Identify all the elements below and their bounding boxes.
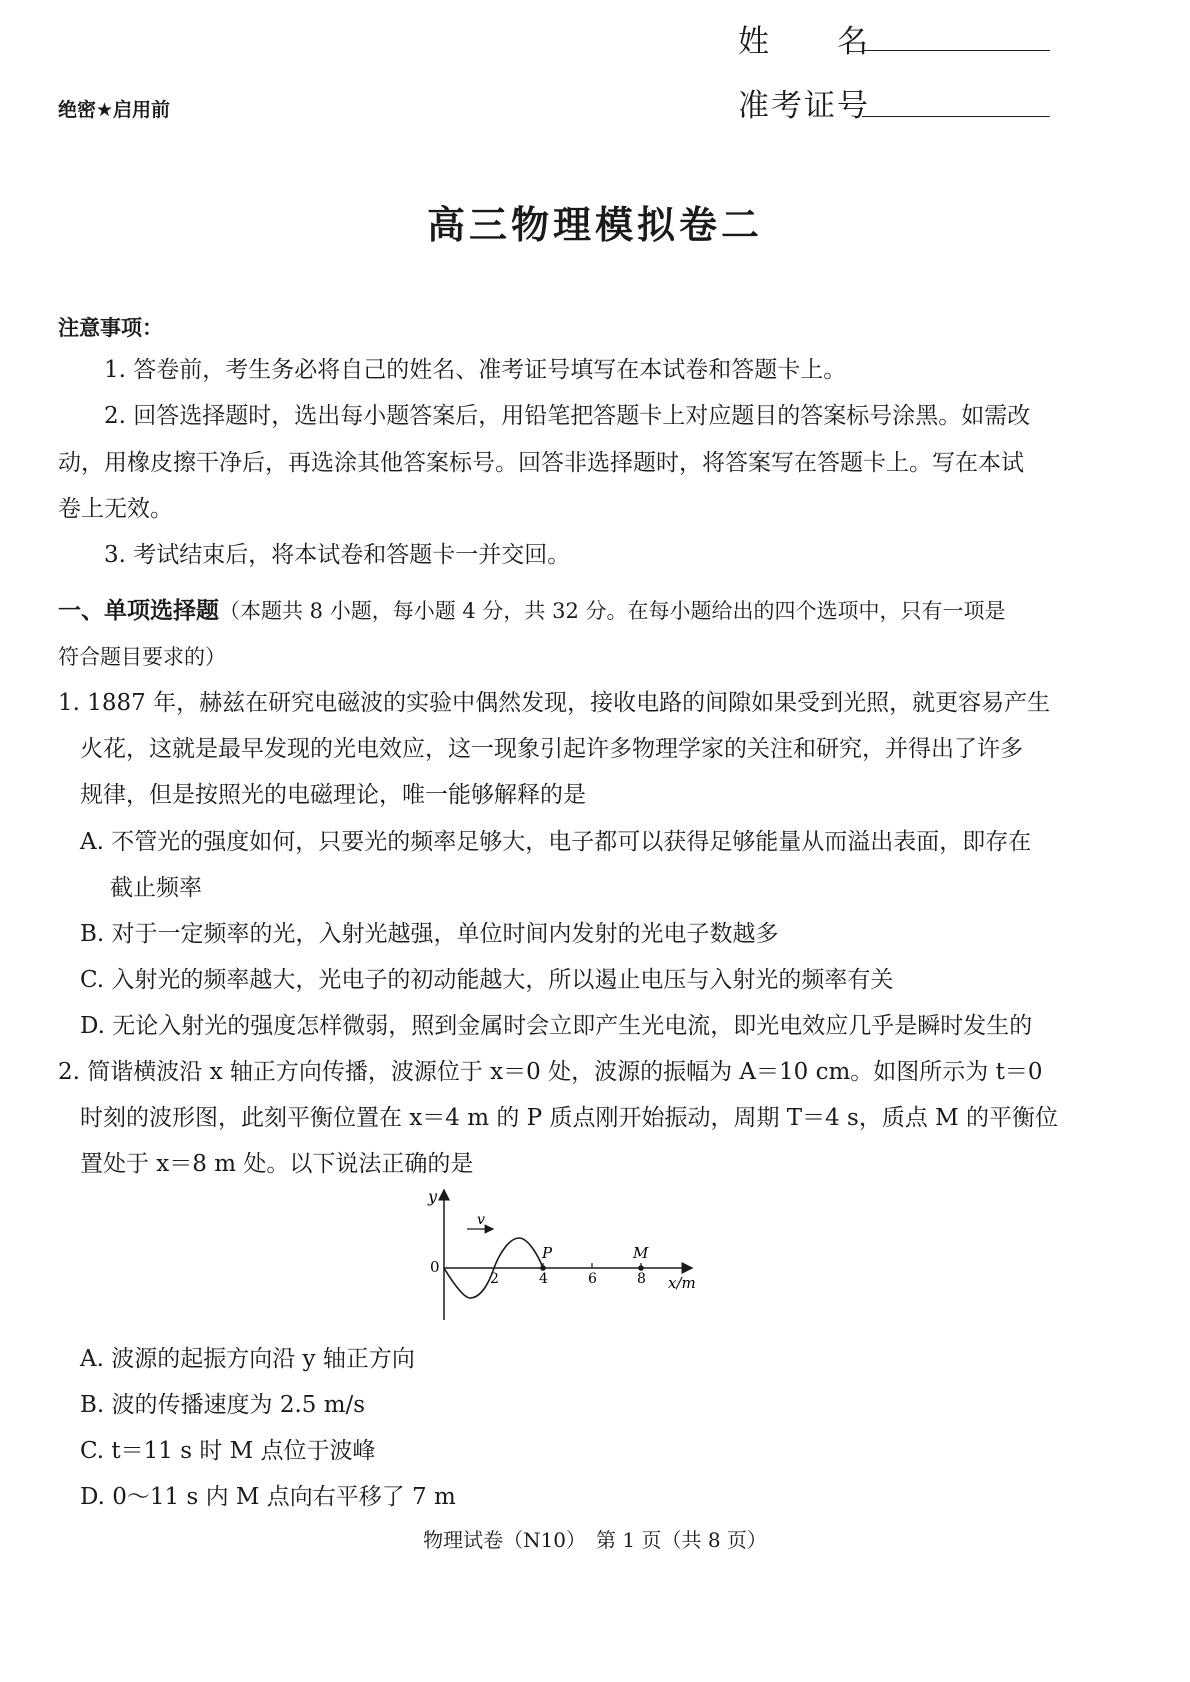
q2-stem-line-3: 置处于 x＝8 m 处。以下说法正确的是 (80, 1151, 474, 1177)
q2-stem-line-1: 2. 简谐横波沿 x 轴正方向传播，波源位于 x＝0 处，波源的振幅为 A＝10 cm。如图所示为 t＝0 (58, 1059, 1043, 1085)
point-p-marker (540, 1265, 546, 1271)
q2-option-a[interactable]: A. 波源的起振方向沿 y 轴正方向 (80, 1346, 415, 1372)
exam-id-label: 准考证号 (738, 88, 870, 124)
notice-item-3: 3. 考试结束后，将本试卷和答题卡一并交回。 (104, 542, 571, 568)
q2-option-b[interactable]: B. 波的传播速度为 2.5 m/s (80, 1392, 366, 1418)
notice-heading: 注意事项： (58, 316, 163, 340)
page-footer: 物理试卷（N10） 第 1 页（共 8 页） (423, 1528, 767, 1552)
q2-stem-line-2: 时刻的波形图，此刻平衡位置在 x＝4 m 的 P 质点刚开始振动，周期 T＝4 s，质点 M 的平衡位 (80, 1105, 1059, 1131)
q1-stem-line-1: 1. 1887 年，赫兹在研究电磁波的实验中偶然发现，接收电路的间隙如果受到光照，就更容易产生 (58, 690, 1051, 716)
section-1-header (58, 587, 1006, 635)
point-p-label: P (542, 1244, 553, 1262)
section-1-note: （本题共 8 小题，每小题 4 分，共 32 分。在每小题给出的四个选项中，只有一项是 (219, 599, 1006, 623)
tick-label-2: 2 (490, 1271, 499, 1287)
origin-label: 0 (430, 1258, 440, 1276)
notice-item-2-line-1: 2. 回答选择题时，选出每小题答案后，用铅笔把答题卡上对应题目的答案标号涂黑。如需改 (104, 403, 1031, 429)
name-label: 姓 名 (738, 24, 870, 60)
page-title: 高三物理模拟卷二 (426, 203, 763, 247)
q1-option-a-line-1[interactable]: A. 不管光的强度如何，只要光的频率足够大，电子都可以获得足够能量从而溢出表面，即存在 (80, 829, 1032, 855)
q2-option-c[interactable]: C. t＝11 s 时 M 点位于波峰 (80, 1438, 376, 1464)
q1-option-b[interactable]: B. 对于一定频率的光，入射光越强，单位时间内发射的光电子数越多 (80, 921, 779, 947)
tick-label-4: 4 (539, 1271, 548, 1287)
notice-item-2-line-2: 动，用橡皮擦干净后，再选涂其他答案标号。回答非选择题时，将答案写在答题卡上。写在本试 (58, 450, 1024, 476)
q1-stem-line-3: 规律，但是按照光的电磁理论，唯一能够解释的是 (80, 782, 586, 808)
section-1-note-line-2: 符合题目要求的） (58, 645, 226, 669)
q2-option-d[interactable]: D. 0～11 s 内 M 点向右平移了 7 m (80, 1484, 456, 1510)
notice-item-2-line-3: 卷上无效。 (58, 496, 173, 522)
q1-stem-line-2: 火花，这就是最早发现的光电效应，这一现象引起许多物理学家的关注和研究，并得出了许多 (80, 736, 1023, 762)
y-axis-label: y (428, 1187, 438, 1206)
notice-item-1: 1. 答卷前，考生务必将自己的姓名、准考证号填写在本试卷和答题卡上。 (104, 357, 847, 383)
x-axis-label: x/m (668, 1274, 696, 1292)
confidential-label: 绝密★启用前 (58, 99, 171, 121)
point-m-marker (638, 1265, 644, 1271)
name-field-line[interactable] (862, 50, 1050, 51)
wave-figure (420, 1180, 720, 1330)
q1-option-a-line-2[interactable]: 截止频率 (110, 875, 202, 901)
tick-label-6: 6 (588, 1271, 597, 1287)
q1-option-c[interactable]: C. 入射光的频率越大，光电子的初动能越大，所以遏止电压与入射光的频率有关 (80, 967, 894, 993)
exam-id-field-line[interactable] (862, 116, 1050, 117)
velocity-label: v (477, 1212, 485, 1228)
section-1-title: 一、单项选择题 (58, 598, 219, 624)
q1-option-d[interactable]: D. 无论入射光的强度怎样微弱，照到金属时会立即产生光电流，即光电效应几乎是瞬时发生的 (80, 1013, 1033, 1039)
tick-label-8: 8 (637, 1271, 646, 1287)
point-m-label: M (633, 1244, 649, 1262)
